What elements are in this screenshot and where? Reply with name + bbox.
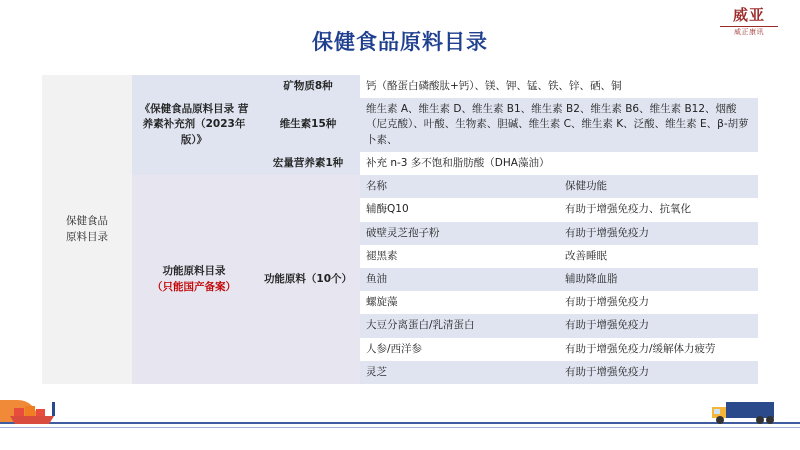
table-row	[42, 75, 758, 98]
footer-line-secondary	[0, 427, 800, 428]
item-function: 改善睡眠	[559, 245, 758, 268]
group2-label-note: （只能国产备案）	[152, 280, 236, 293]
page-title: 保健食品原料目录	[312, 30, 488, 54]
group1-content-1: 维生素 A、维生素 D、维生素 B1、维生素 B2、维生素 B6、维生素 B12、烟酸（尼克酸）、叶酸、生物素、胆碱、维生素 C、维生素 K、泛酸、维生素 E、β-胡萝卜素、	[360, 98, 758, 152]
row-label-text: 保健食品 原料目录	[66, 215, 108, 243]
item-name: 大豆分离蛋白/乳清蛋白	[360, 314, 559, 337]
item-name: 灵芝	[360, 361, 559, 384]
truck-icon	[708, 394, 786, 428]
item-name: 鱼油	[360, 268, 559, 291]
group1-label-cell	[132, 75, 256, 175]
group1-category-0: 矿物质8种	[256, 75, 360, 98]
group2-label-cell	[132, 175, 256, 384]
item-function: 有助于增强免疫力	[559, 314, 758, 337]
header-function: 保健功能	[559, 175, 758, 198]
item-function: 有助于增强免疫力	[559, 222, 758, 245]
table-row	[42, 175, 758, 198]
item-name: 褪黑素	[360, 245, 559, 268]
header-name: 名称	[360, 175, 559, 198]
group1-content-2: 补充 n-3 多不饱和脂肪酸（DHA藻油）	[360, 152, 758, 175]
group1-category-1: 维生素15种	[256, 98, 360, 152]
content-table-wrapper	[42, 75, 758, 384]
footer-line	[0, 422, 800, 424]
group1-label-text: 《保健食品原料目录 营养素补充剂（2023年版）》	[139, 103, 249, 146]
item-name: 螺旋藻	[360, 291, 559, 314]
group1-content-0: 钙（酪蛋白磷酸肽+钙）、镁、钾、锰、铁、锌、硒、铜	[360, 75, 758, 98]
logo-sub-text: 威正康讯	[734, 27, 764, 36]
item-function: 有助于增强免疫力	[559, 361, 758, 384]
item-function: 有助于增强免疫力、抗氧化	[559, 198, 758, 221]
item-name: 破壁灵芝孢子粉	[360, 222, 559, 245]
group2-label-text: 功能原料目录	[162, 265, 226, 278]
item-name: 辅酶Q10	[360, 198, 559, 221]
item-name: 人参/西洋参	[360, 338, 559, 361]
item-function: 有助于增强免疫力	[559, 291, 758, 314]
content-table	[42, 75, 758, 384]
group2-sublabel-cell: 功能原料（10个）	[256, 175, 360, 384]
item-function: 辅助降血脂	[559, 268, 758, 291]
ship-icon	[8, 394, 68, 428]
group1-category-2: 宏量营养素1种	[256, 152, 360, 175]
logo-main-text: 威亚	[732, 6, 765, 24]
row-label-cell	[42, 75, 132, 384]
item-function: 有助于增强免疫力/缓解体力疲劳	[559, 338, 758, 361]
